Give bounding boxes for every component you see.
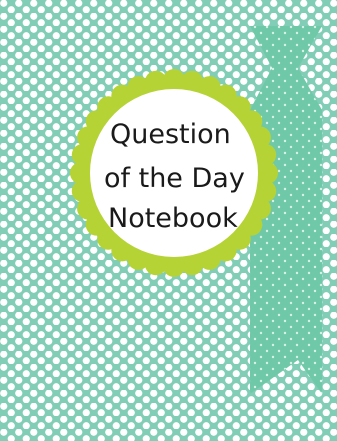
title-line-3: Notebook (108, 203, 238, 234)
title-line-1: Question (110, 119, 231, 150)
badge-scallop (254, 144, 276, 166)
title-line-2: of the Day (104, 163, 245, 194)
